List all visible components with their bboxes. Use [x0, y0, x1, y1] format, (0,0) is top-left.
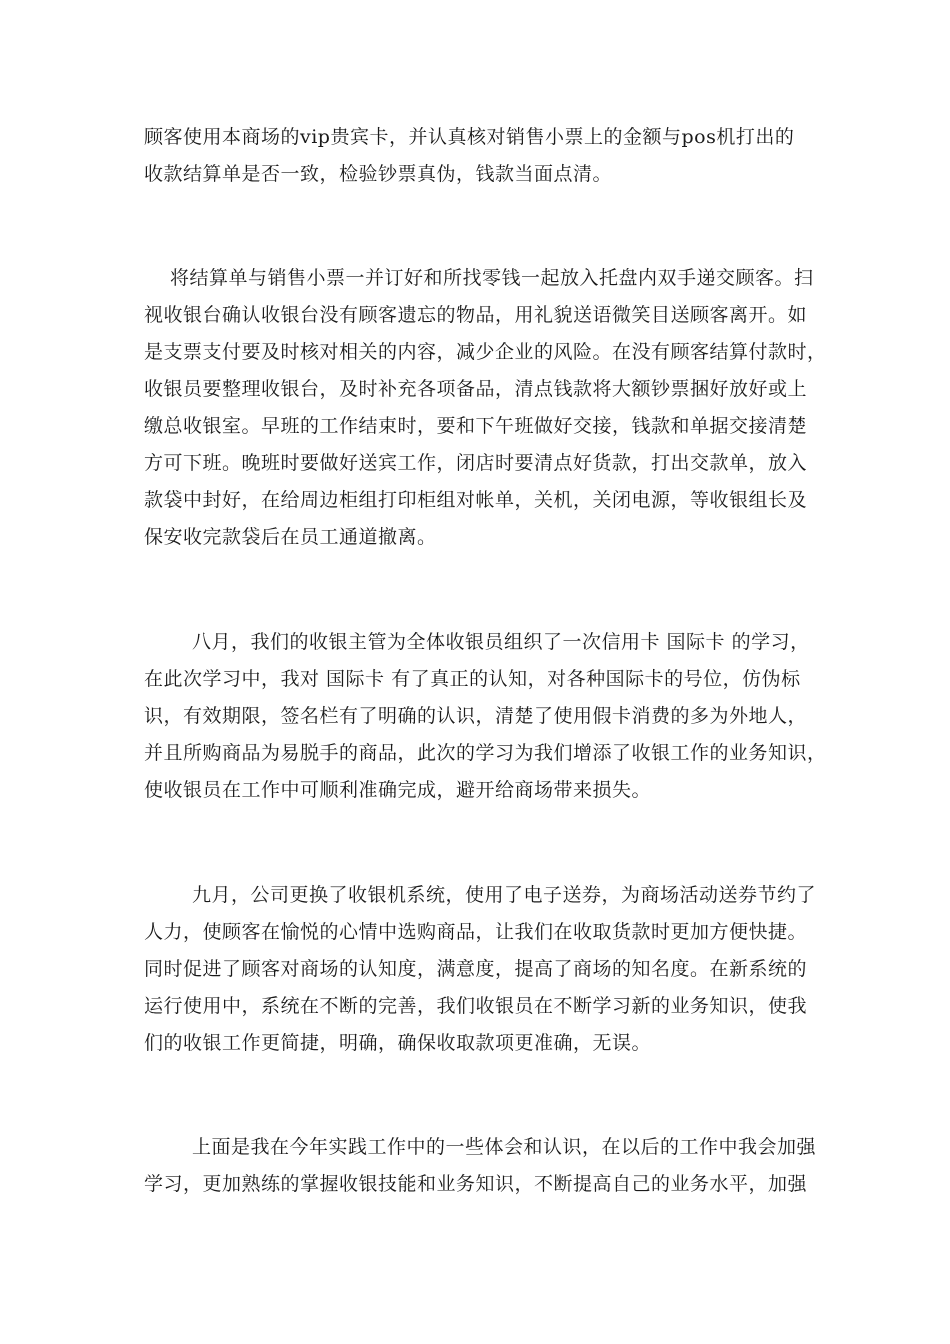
paragraph-line: 们的收银工作更简捷，明确，确保收取款项更准确，无误。: [144, 1032, 652, 1054]
paragraph-line: 上面是我在今年实践工作中的一些体会和认识，在以后的工作中我会加强: [192, 1136, 817, 1158]
paragraph-line: 是支票支付要及时核对相关的内容，减少企业的风险。在没有顾客结算付款时，: [144, 341, 827, 363]
paragraph-line: 将结算单与销售小票一并订好和所找零钱一起放入托盘内双手递交顾客。扫: [170, 267, 814, 289]
paragraph-line: 九月，公司更换了收银机系统，使用了电子送券，为商场活动送券节约了: [192, 884, 817, 906]
paragraph-line: 使收银员在工作中可顺利准确完成，避开给商场带来损失。: [144, 779, 652, 801]
paragraph-line: 同时促进了顾客对商场的认知度，满意度，提高了商场的知名度。在新系统的: [144, 958, 808, 980]
paragraph-line: 缴总收银室。早班的工作结束时，要和下午班做好交接，钱款和单据交接清楚: [144, 415, 808, 437]
paragraph-line: 收款结算单是否一致，检验钞票真伪，钱款当面点清。: [144, 163, 613, 185]
paragraph-line: 在此次学习中，我对 国际卡 有了真正的认知，对各种国际卡的号位，仿伪标: [144, 668, 801, 690]
paragraph-line: 保安收完款袋后在员工通道撤离。: [144, 526, 437, 548]
paragraph-line: 八月，我们的收银主管为全体收银员组织了一次信用卡 国际卡 的学习，: [192, 631, 810, 653]
paragraph-line: 学习，更加熟练的掌握收银技能和业务知识，不断提高自己的业务水平，加强: [144, 1173, 808, 1195]
paragraph-line: 并且所购商品为易脱手的商品，此次的学习为我们增添了收银工作的业务知识，: [144, 742, 827, 764]
paragraph-line: 方可下班。晚班时要做好送宾工作，闭店时要清点好货款，打出交款单，放入: [144, 452, 808, 474]
paragraph-line: 顾客使用本商场的vip贵宾卡，并认真核对销售小票上的金额与pos机打出的: [144, 126, 795, 148]
paragraph-line: 人力，使顾客在愉悦的心情中选购商品，让我们在收取货款时更加方便快捷。: [144, 921, 808, 943]
paragraph-line: 收银员要整理收银台，及时补充各项备品，清点钱款将大额钞票捆好放好或上: [144, 378, 808, 400]
paragraph-line: 款袋中封好，在给周边柜组打印柜组对帐单，关机，关闭电源，等收银组长及: [144, 489, 808, 511]
paragraph-line: 识，有效期限，签名栏有了明确的认识，清楚了使用假卡消费的多为外地人，: [144, 705, 808, 727]
paragraph-line: 视收银台确认收银台没有顾客遗忘的物品，用礼貌送语微笑目送顾客离开。如: [144, 304, 808, 326]
paragraph-line: 运行使用中，系统在不断的完善，我们收银员在不断学习新的业务知识，使我: [144, 995, 808, 1017]
